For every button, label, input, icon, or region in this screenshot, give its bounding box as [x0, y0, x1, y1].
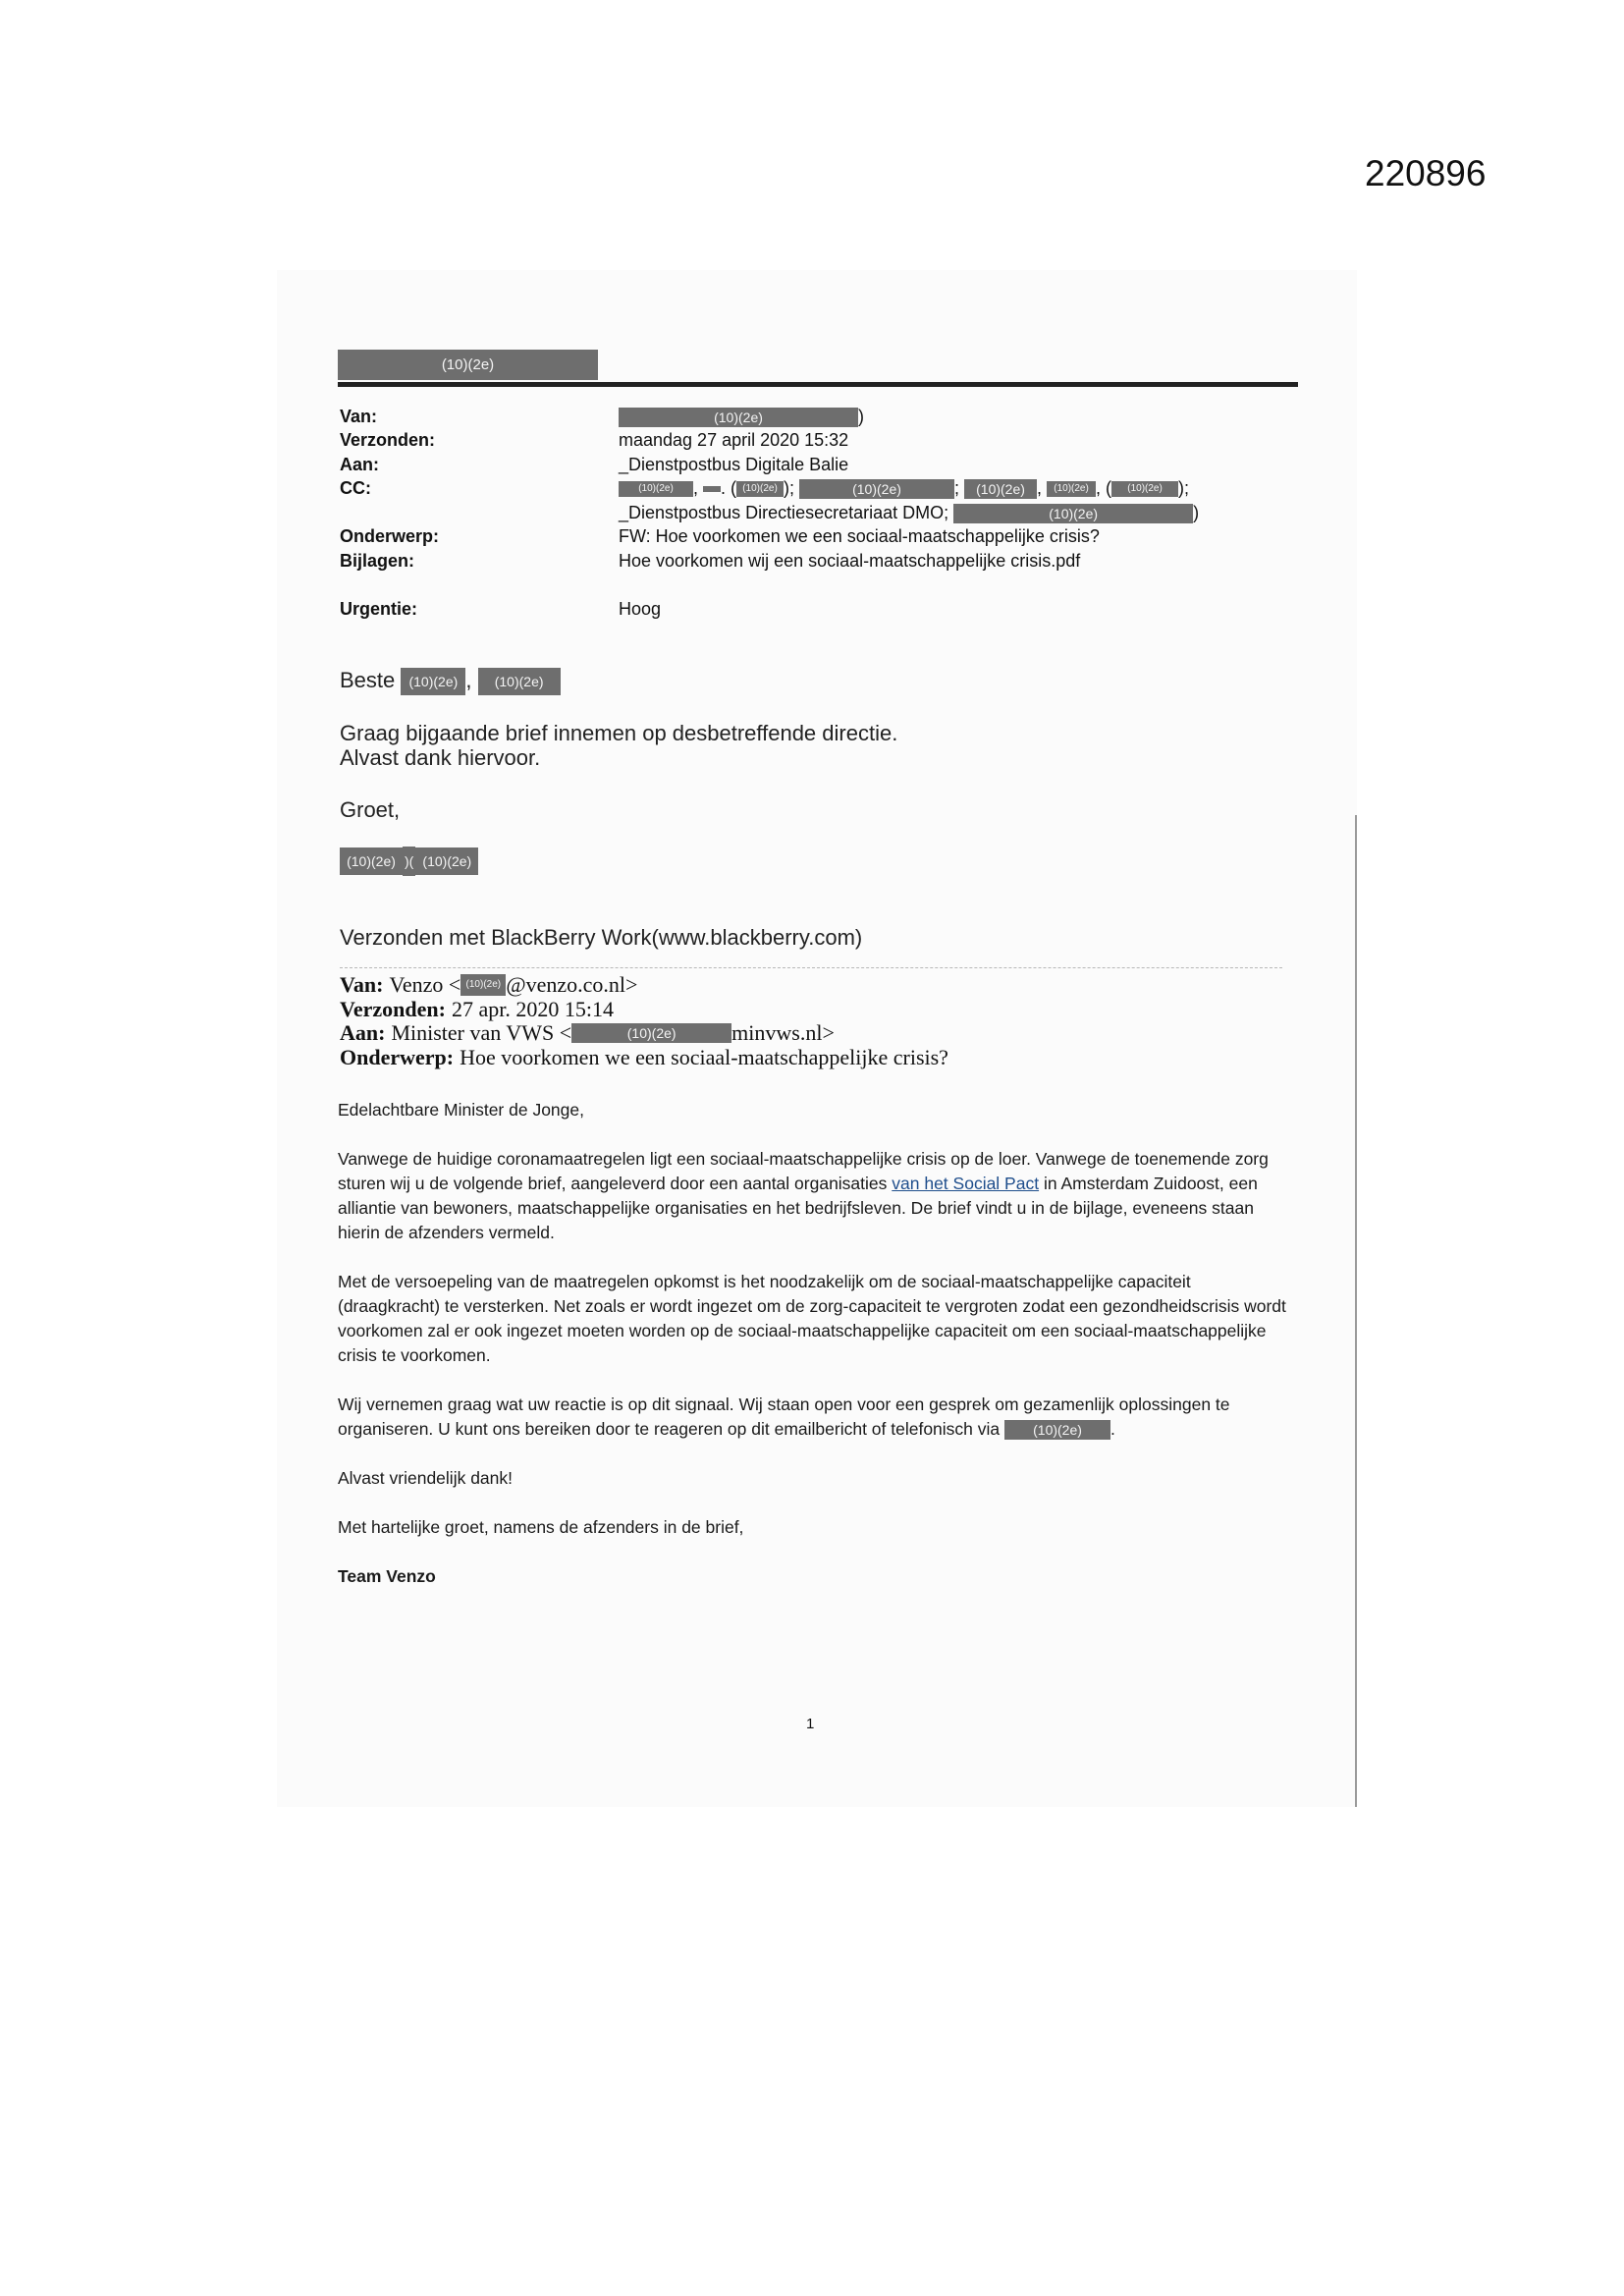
fwd-from-suffix: @venzo.co.nl> [506, 972, 638, 998]
attachments-label: Bijlagen: [340, 550, 415, 571]
subject-row [340, 525, 1282, 550]
from-row [340, 405, 1282, 429]
fwd-from-row [340, 973, 948, 998]
header-rule [338, 382, 1298, 387]
fwd-from-label: Van: [340, 972, 384, 998]
redaction-block: (10)(2e) [415, 847, 478, 875]
urgency-value: Hoog [619, 599, 662, 620]
fwd-subject-value: Hoe voorkomen we een sociaal-maatschappelijke crisis? [460, 1044, 948, 1069]
scan-edge [1355, 815, 1357, 1807]
cc-row [340, 477, 1282, 502]
redaction-block: (10)(2e) [340, 847, 403, 875]
redaction-block: (10)(2e) [478, 668, 561, 695]
letter-paragraph-3: Wij vernemen graag wat uw reactie is op dit signaal. Wij staan open voor een gesprek om gezamenlijk oplossingen te organiseren. U kunt ons bereiken door te reageren op dit emailbericht of telefonisch via (10)(2e) . [338, 1394, 1230, 1439]
subject-value: FW: Hoe voorkomen we een sociaal-maatschappelijke crisis? [619, 526, 1100, 547]
fwd-sent-row [340, 998, 948, 1022]
letter-thanks: Alvast vriendelijk dank! [338, 1468, 513, 1488]
sent-value: maandag 27 april 2020 15:32 [619, 430, 849, 451]
fwd-sent-value: 27 apr. 2020 15:14 [451, 996, 614, 1021]
email-header [340, 405, 1282, 622]
redaction-block: (10)(2e) [460, 974, 506, 996]
attachments-row [340, 549, 1282, 574]
message-line: Alvast dank hiervoor. [340, 745, 541, 770]
redaction-block: (10)(2e) [338, 350, 598, 380]
redaction-block: (10)(2e) [736, 481, 784, 497]
from-value [619, 407, 864, 427]
fwd-to-suffix: minvws.nl> [731, 1020, 835, 1046]
message-line: Graag bijgaande brief innemen op desbetreffende directie. [340, 721, 898, 745]
cc-dienstpostbus: _Dienstpostbus Directiesecretariaat DMO; [619, 502, 949, 522]
redaction-block: (10)(2e) [799, 479, 954, 499]
fwd-sent-label: Verzonden: [340, 996, 446, 1021]
closing: Groet, [340, 797, 401, 822]
to-row [340, 453, 1282, 477]
message-body [340, 721, 897, 770]
forward-separator [340, 967, 1282, 968]
attachments-value: Hoe voorkomen wij een sociaal-maatschappelijke crisis.pdf [619, 550, 1081, 571]
signature [340, 847, 478, 876]
letter-paragraph-1: Vanwege de huidige coronamaatregelen ligt een sociaal-maatschappelijke crisis op de loer. Vanwege de toenemende zorg sturen wij u de volgende brief, aangeleverd door een aantal organisaties van het Social Pact in Amsterdam Zuidoost, een alliantie van bewoners, maatschappelijke organisaties en het bedrijfsleven. De brief vindt u in de bijlage, eveneens staan hierin de afzenders vermeld. [338, 1149, 1269, 1242]
redaction-block: (10)(2e) [1004, 1420, 1110, 1440]
fwd-from-prefix: Venzo < [389, 972, 461, 998]
redaction-block: (10)(2e) [964, 479, 1037, 499]
letter-salutation: Edelachtbare Minister de Jonge, [338, 1100, 584, 1120]
greeting: Beste [340, 668, 396, 692]
to-label: Aan: [340, 454, 379, 474]
redaction-block: (10)(2e) [401, 668, 465, 695]
redaction-block: (10)(2e) [571, 1023, 731, 1043]
page-number: 1 [806, 1716, 815, 1732]
to-value: _Dienstpostbus Digitale Balie [619, 454, 849, 474]
from-label: Van: [340, 406, 378, 426]
cc-row-2 [340, 501, 1282, 525]
fwd-subject-label: Onderwerp: [340, 1044, 455, 1069]
redaction-block: (10)(2e) [619, 408, 858, 427]
sent-row [340, 429, 1282, 454]
cc-value: (10)(2e) , . ( (10)(2e) ); (10)(2e) ; (10)(2e) , (10)(2e) , ( (10)(2e) ); [619, 478, 1189, 499]
letter-paragraph-2: Met de versoepeling van de maatregelen opkomst is het noodzakelijk om de sociaal-maatschappelijke capaciteit (draagkracht) te versterken. Net zoals er wordt ingezet om de zorg-capaciteit te vergroten zodat een gezondheidscrisis wordt voorkomen zal er ook ingezet moeten worden op de sociaal-maatschappelijke capaciteit om een sociaal-maatschappelijke crisis te voorkomen. [338, 1272, 1286, 1365]
sent-with-line: Verzonden met BlackBerry Work(www.blackberry.com) [340, 925, 863, 950]
redaction-block: (10)(2e) [1047, 481, 1096, 497]
social-pact-link[interactable]: van het Social Pact [892, 1174, 1040, 1193]
from-suffix: ) [858, 406, 864, 426]
letter-regards: Met hartelijke groet, namens de afzenders in de brief, [338, 1517, 744, 1537]
redaction-block [703, 486, 721, 492]
subject-label: Onderwerp: [340, 526, 440, 547]
document-number: 220896 [1365, 153, 1487, 193]
forwarded-header [340, 973, 948, 1069]
redaction-block: (10)(2e) [953, 504, 1193, 523]
redaction-block: (10)(2e) [1111, 481, 1178, 497]
redaction-block: (10)(2e) [619, 481, 693, 497]
fwd-subject-row [340, 1046, 948, 1070]
cc-label: CC: [340, 478, 371, 499]
greeting-line: Beste (10)(2e) , (10)(2e) [340, 668, 561, 695]
urgency-row [340, 598, 1282, 623]
signature-separator: )( [403, 847, 415, 876]
fwd-to-prefix: Minister van VWS < [391, 1020, 572, 1046]
urgency-label: Urgentie: [340, 599, 418, 620]
sent-label: Verzonden: [340, 430, 436, 451]
fwd-to-label: Aan: [340, 1020, 386, 1046]
letter-signoff: Team Venzo [338, 1566, 436, 1586]
fwd-to-row [340, 1021, 948, 1046]
cc-value-2: _Dienstpostbus Directiesecretariaat DMO; (10)(2e) ) [619, 502, 1200, 522]
